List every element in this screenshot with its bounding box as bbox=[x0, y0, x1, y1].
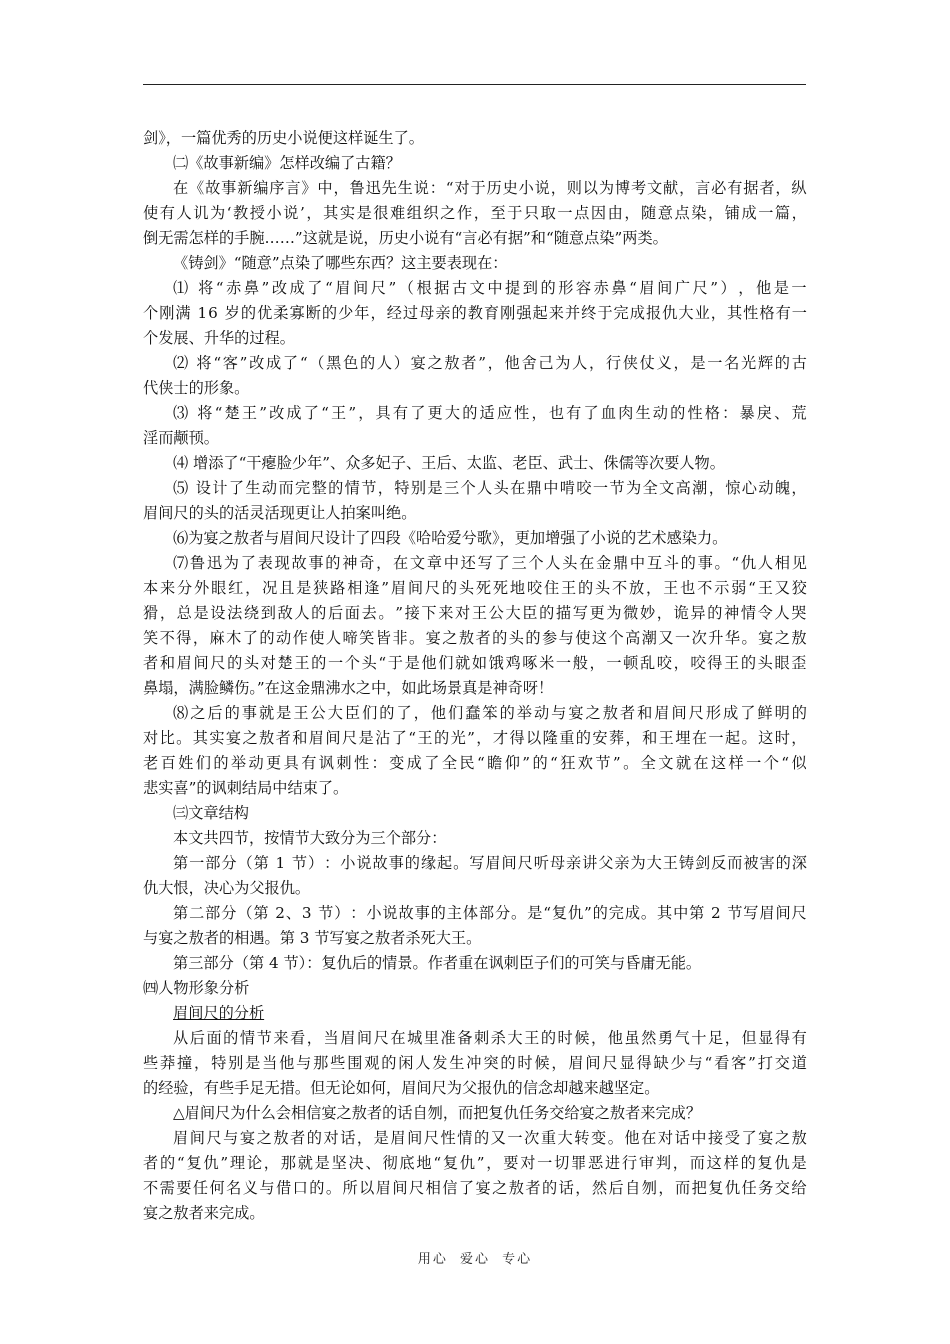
text-line: 第三部分（第 4 节）：复仇后的情景。作者重在讽刺臣子们的可笑与昏庸无能。 bbox=[173, 954, 702, 972]
text-line: 眉间尺的分析 bbox=[173, 1004, 265, 1022]
text-line: 在 《 故 事 新 编 序 言 》 中 ， 鲁 迅 先 生 说 ： “ 对 于 历 史 小 说 ， 则 以 为 博 考 文 献 ， 言 必 有 据 者 ， 纵 bbox=[173, 179, 807, 197]
text-line: 第 一 部 分 （ 第 1 节 ） ： 小 说 故 事 的 缘 起 。 写 眉 间 尺 听 母 亲 讲 父 亲 为 大 王 铸 剑 反 而 被 害 的 深 bbox=[173, 854, 807, 872]
text-line: 个 刚 满 1 6 岁 的 优 柔 寡 断 的 少 年 ， 经 过 母 亲 的 教 育 刚 强 起 来 并 终 于 完 成 报 仇 大 业 ， 其 性 格 有 一 bbox=[143, 304, 807, 322]
text-line: 个发展、升华的过程。 bbox=[143, 329, 295, 347]
text-line: ⑷ 增添了“干瘪脸少年”、众多妃子、王后、太监、老臣、武士、侏儒等次要人物。 bbox=[173, 454, 725, 472]
text-line: 者 和 眉 间 尺 的 头 对 楚 王 的 一 个 头 “ 于 是 他 们 就 如 饿 鸡 啄 米 一 般 ， 一 顿 乱 咬 ， 咬 得 王 的 头 眼 歪 bbox=[143, 654, 807, 672]
text-line: 些 莽 撞 ， 特 别 是 当 他 与 那 些 围 观 的 闲 人 发 生 冲 突 的 时 候 ， 眉 间 尺 显 得 缺 少 与 “ 看 客 ” 打 交 道 bbox=[143, 1054, 807, 1072]
text-line: ㈡《故事新编》怎样改编了古籍？ bbox=[173, 154, 401, 172]
header-rule bbox=[143, 84, 806, 85]
text-line: 的经验，有些手足无措。但无论如何，眉间尺为父报仇的信念却越来越坚定。 bbox=[143, 1079, 660, 1097]
text-line: 第 二 部 分 （ 第 2 、 3 节 ） ： 小 说 故 事 的 主 体 部 分 。 是 “ 复 仇 ” 的 完 成 。 其 中 第 2 节 写 眉 间 尺 bbox=[173, 904, 807, 922]
text-line: ⑺ 鲁 迅 为 了 表 现 故 事 的 神 奇 ， 在 文 章 中 还 写 了 三 个 人 头 在 金 鼎 中 互 斗 的 事 。 “ 仇 人 相 见 bbox=[173, 554, 807, 572]
text-line: ⑶ 将 “ 楚 王 ” 改 成 了 “ 王 ” ， 具 有 了 更 大 的 适 应 性 ， 也 有 了 血 肉 生 动 的 性 格 ： 暴 戾 、 荒 bbox=[173, 404, 807, 422]
text-line: 对 比 。 其 实 宴 之 敖 者 和 眉 间 尺 是 沾 了 “ 王 的 光 ” ， 才 得 以 隆 重 的 安 葬 ， 和 王 埋 在 一 起 。 这 时 ， bbox=[143, 729, 807, 747]
text-line: ㈣人物形象分析 bbox=[143, 979, 250, 997]
text-line: 鼻塌，满脸鳞伤。”在这金鼎沸水之中，如此场景真是神奇呀！ bbox=[143, 679, 554, 697]
text-line: 老 百 姓 们 的 举 动 更 具 有 讽 刺 性 ： 变 成 了 全 民 “ 瞻 仰 ” 的 “ 狂 欢 节 ” 。 全 文 就 在 这 样 一 个 “ 似 bbox=[143, 754, 807, 772]
text-line: 悲实喜”的讽刺结局中结束了。 bbox=[143, 779, 349, 797]
text-line: △眉间尺为什么会相信宴之敖者的话自刎，而把复仇任务交给宴之敖者来完成？ bbox=[173, 1104, 702, 1122]
page-footer: 用心 爱心 专心 bbox=[417, 1252, 533, 1267]
text-line: 者 的 “ 复 仇 ” 理 论 ， 那 就 是 坚 决 、 彻 底 地 “ 复 仇 ” ， 要 对 一 切 罪 恶 进 行 审 判 ， 而 这 样 的 复 仇 是 bbox=[143, 1154, 807, 1172]
text-line: 《铸剑》“随意”点染了哪些东西？这主要表现在： bbox=[173, 254, 508, 272]
text-line: ⑻ 之 后 的 事 就 是 王 公 大 臣 们 的 了 ， 他 们 蠢 笨 的 举 动 与 宴 之 敖 者 和 眉 间 尺 形 成 了 鲜 明 的 bbox=[173, 704, 807, 722]
text-line: 从 后 面 的 情 节 来 看 ， 当 眉 间 尺 在 城 里 准 备 刺 杀 大 王 的 时 候 ， 他 虽 然 勇 气 十 足 ， 但 显 得 有 bbox=[173, 1029, 807, 1047]
text-line: ⑹为宴之敖者与眉间尺设计了四段《哈哈爱兮歌》，更加增强了小说的艺术感染力。 bbox=[173, 529, 728, 547]
text-line: 笑 不 得 ， 麻 木 了 的 动 作 使 人 啼 笑 皆 非 。 宴 之 敖 者 的 头 的 参 与 使 这 个 高 潮 又 一 次 升 华 。 宴 之 敖 bbox=[143, 629, 807, 647]
text-line: ⑴ 将 “ 赤 鼻 ” 改 成 了 “ 眉 间 尺 ” （ 根 据 古 文 中 提 到 的 形 容 赤 鼻 “ 眉 间 广 尺 ” ） ， 他 是 一 bbox=[173, 279, 807, 297]
text-line: 使 有 人 讥 为 ‘ 教 授 小 说 ’ ， 其 实 是 很 难 组 织 之 作 ， 至 于 只 取 一 点 因 由 ， 随 意 点 染 ， 铺 成 一 篇 ， bbox=[143, 204, 807, 222]
text-line: 代侠士的形象。 bbox=[143, 379, 250, 397]
text-line: ⑸ 设 计 了 生 动 而 完 整 的 情 节 ， 特 别 是 三 个 人 头 在 鼎 中 啃 咬 一 节 为 全 文 高 潮 ， 惊 心 动 魄 ， bbox=[173, 479, 807, 497]
document-body bbox=[143, 126, 807, 1226]
text-line: 眉 间 尺 与 宴 之 敖 者 的 对 话 ， 是 眉 间 尺 性 情 的 又 一 次 重 大 转 变 。 他 在 对 话 中 接 受 了 宴 之 敖 bbox=[173, 1129, 807, 1147]
text-line: 与宴之敖者的相遇。第 3 节写宴之敖者杀死大王。 bbox=[143, 929, 482, 947]
text-line: 本文共四节，按情节大致分为三个部分： bbox=[173, 829, 447, 847]
text-line: 倒无需怎样的手腕……”这就是说，历史小说有“言必有据”和“随意点染”两类。 bbox=[143, 229, 668, 247]
text-line: 本 来 分 外 眼 红 ， 况 且 是 狭 路 相 逢 ” 眉 间 尺 的 头 死 死 地 咬 住 王 的 头 不 放 ， 王 也 不 示 弱 “ 王 又 狡 bbox=[143, 579, 807, 597]
text-line: 淫而颟顸。 bbox=[143, 429, 219, 447]
text-line: ⑵ 将 “ 客 ” 改 成 了 “ （ 黑 色 的 人 ） 宴 之 敖 者 ” ， 他 舍 己 为 人 ， 行 侠 仗 义 ， 是 一 名 光 辉 的 古 bbox=[173, 354, 807, 372]
text-line: ㈢文章结构 bbox=[173, 804, 249, 822]
text-line: 剑》，一篇优秀的历史小说便这样诞生了。 bbox=[143, 129, 424, 147]
text-line: 仇大恨，决心为父报仇。 bbox=[143, 879, 311, 897]
text-line: 不 需 要 任 何 名 义 与 借 口 的 。 所 以 眉 间 尺 相 信 了 宴 之 敖 者 的 话 ， 然 后 自 刎 ， 而 把 复 仇 任 务 交 给 bbox=[143, 1179, 807, 1197]
text-line: 宴之敖者来完成。 bbox=[143, 1204, 265, 1222]
text-line: 眉间尺的头的活灵活现更让人拍案叫绝。 bbox=[143, 504, 417, 522]
text-line: 猾 ， 总 是 设 法 绕 到 敌 人 的 后 面 去 。 ” 接 下 来 对 王 公 大 臣 的 描 写 更 为 微 妙 ， 诡 异 的 神 情 令 人 哭 bbox=[143, 604, 807, 622]
